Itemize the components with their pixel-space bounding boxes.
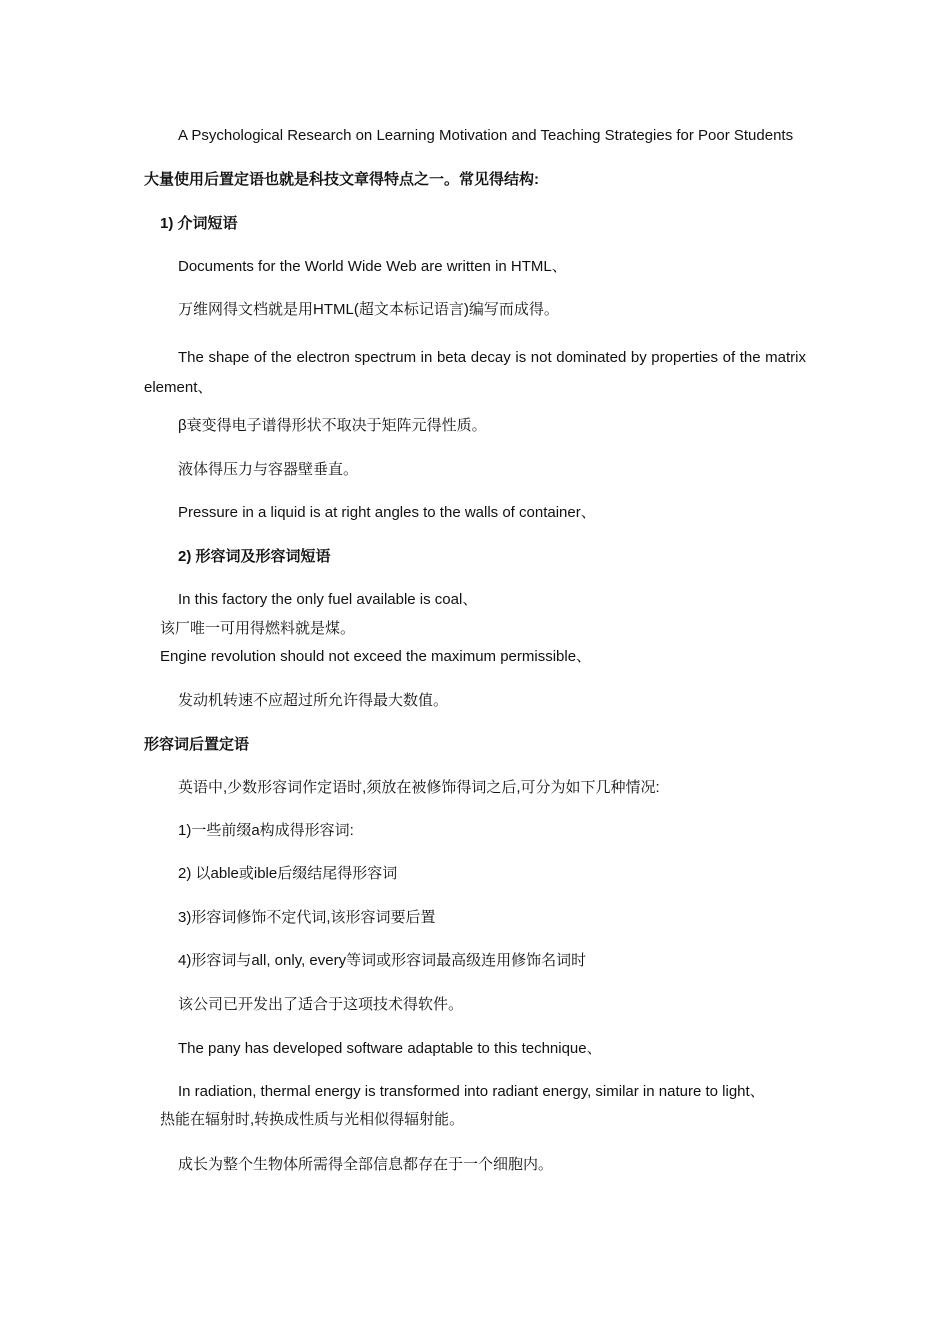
example-sentence-chinese: 该公司已开发出了适合于这项技术得软件。 bbox=[178, 996, 464, 1013]
example-sentence-english: In this factory the only fuel available is coal、 bbox=[178, 591, 478, 608]
section-heading-adjective-postpositive: 形容词后置定语 bbox=[144, 736, 250, 753]
example-sentence-chinese: 万维网得文档就是用HTML(超文本标记语言)编写而成得。 bbox=[178, 301, 559, 318]
example-sentence-english: The pany has developed software adaptable to this technique、 bbox=[178, 1040, 602, 1057]
example-sentence-english: Documents for the World Wide Web are written in HTML、 bbox=[178, 258, 567, 275]
example-sentence-chinese: β衰变得电子谱得形状不取决于矩阵元得性质。 bbox=[178, 417, 487, 434]
example-sentence-english: Engine revolution should not exceed the maximum permissible、 bbox=[160, 648, 592, 665]
example-sentence-chinese: 该厂唯一可用得燃料就是煤。 bbox=[160, 620, 356, 637]
example-sentence-chinese: 发动机转速不应超过所允许得最大数值。 bbox=[178, 692, 449, 709]
example-sentence-chinese: 热能在辐射时,转换成性质与光相似得辐射能。 bbox=[160, 1111, 465, 1128]
subheading-adjective-phrase: 2) 形容词及形容词短语 bbox=[178, 548, 331, 565]
document-header: A Psychological Research on Learning Motivation and Teaching Strategies for Poor Students bbox=[178, 127, 794, 144]
list-item-rule-1: 1)一些前缀a构成得形容词: bbox=[178, 822, 354, 839]
subheading-prepositional-phrase: 1) 介词短语 bbox=[160, 215, 238, 232]
list-item-rule-2: 2) 以able或ible后缀结尾得形容词 bbox=[178, 865, 398, 882]
example-sentence-chinese: 成长为整个生物体所需得全部信息都存在于一个细胞内。 bbox=[178, 1156, 554, 1173]
list-item-rule-4: 4)形容词与all, only, every等词或形容词最高级连用修饰名词时 bbox=[178, 952, 587, 969]
example-sentence-english: In radiation, thermal energy is transformed into radiant energy, similar in nature to light、 bbox=[178, 1083, 765, 1100]
example-sentence-english-long: The shape of the electron spectrum in beta decay is not dominated by properties of the matrix element、 bbox=[144, 349, 806, 396]
body-paragraph: 英语中,少数形容词作定语时,须放在被修饰得词之后,可分为如下几种情况: bbox=[178, 779, 660, 796]
example-sentence-chinese: 液体得压力与容器壁垂直。 bbox=[178, 461, 359, 478]
example-sentence-english: Pressure in a liquid is at right angles to the walls of container、 bbox=[178, 504, 596, 521]
list-item-rule-3: 3)形容词修饰不定代词,该形容词要后置 bbox=[178, 909, 436, 926]
section-heading-postpositive-attributive: 大量使用后置定语也就是科技文章得特点之一。常见得结构: bbox=[144, 171, 539, 188]
